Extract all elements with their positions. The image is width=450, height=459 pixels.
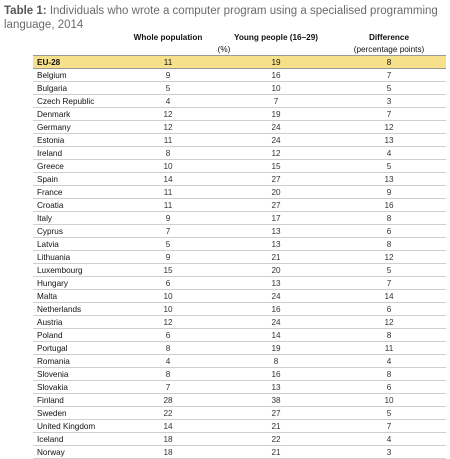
cell-young-people: 17 bbox=[220, 212, 332, 225]
cell-country: Belgium bbox=[33, 69, 116, 82]
cell-country: Latvia bbox=[33, 238, 116, 251]
data-table bbox=[33, 31, 446, 459]
cell-whole-population: 11 bbox=[116, 186, 220, 199]
table-row bbox=[33, 95, 446, 108]
cell-country: Lithuania bbox=[33, 251, 116, 264]
table-body bbox=[33, 56, 446, 459]
header-row bbox=[33, 31, 446, 43]
cell-young-people: 14 bbox=[220, 329, 332, 342]
cell-country: United Kingdom bbox=[33, 420, 116, 433]
table-row bbox=[33, 69, 446, 82]
cell-difference: 3 bbox=[332, 95, 446, 108]
cell-young-people: 16 bbox=[220, 69, 332, 82]
cell-whole-population: 9 bbox=[116, 212, 220, 225]
cell-difference: 6 bbox=[332, 381, 446, 394]
table-row bbox=[33, 420, 446, 433]
table-row bbox=[33, 433, 446, 446]
cell-difference: 11 bbox=[332, 342, 446, 355]
table-row bbox=[33, 381, 446, 394]
table-row bbox=[33, 160, 446, 173]
cell-young-people: 19 bbox=[220, 342, 332, 355]
cell-young-people: 21 bbox=[220, 446, 332, 459]
cell-country: Poland bbox=[33, 329, 116, 342]
cell-difference: 13 bbox=[332, 134, 446, 147]
table-row bbox=[33, 238, 446, 251]
table-title-text: Individuals who wrote a computer program using a specialised programming language, 2014 bbox=[4, 5, 438, 31]
cell-whole-population: 8 bbox=[116, 342, 220, 355]
cell-difference: 13 bbox=[332, 173, 446, 186]
cell-country: Romania bbox=[33, 355, 116, 368]
cell-young-people: 10 bbox=[220, 82, 332, 95]
cell-young-people: 27 bbox=[220, 173, 332, 186]
cell-country: Czech Republic bbox=[33, 95, 116, 108]
header-difference: Difference bbox=[368, 32, 410, 42]
cell-difference: 3 bbox=[332, 446, 446, 459]
table-row bbox=[33, 147, 446, 160]
cell-young-people: 22 bbox=[220, 433, 332, 446]
table-row bbox=[33, 134, 446, 147]
cell-country: Greece bbox=[33, 160, 116, 173]
cell-difference: 4 bbox=[332, 433, 446, 446]
cell-country: Ireland bbox=[33, 147, 116, 160]
cell-young-people: 15 bbox=[220, 160, 332, 173]
cell-difference: 5 bbox=[332, 160, 446, 173]
cell-young-people: 24 bbox=[220, 316, 332, 329]
cell-young-people: 13 bbox=[220, 381, 332, 394]
cell-country: Germany bbox=[33, 121, 116, 134]
cell-whole-population: 4 bbox=[116, 95, 220, 108]
table-row bbox=[33, 407, 446, 420]
cell-difference: 5 bbox=[332, 264, 446, 277]
cell-young-people: 38 bbox=[220, 394, 332, 407]
cell-country: Croatia bbox=[33, 199, 116, 212]
table-row bbox=[33, 368, 446, 381]
table-row bbox=[33, 329, 446, 342]
table-row bbox=[33, 342, 446, 355]
cell-whole-population: 7 bbox=[116, 225, 220, 238]
cell-whole-population: 5 bbox=[116, 238, 220, 251]
subheader-blank bbox=[33, 43, 116, 56]
table-row bbox=[33, 108, 446, 121]
cell-young-people: 8 bbox=[220, 355, 332, 368]
cell-young-people: 13 bbox=[220, 277, 332, 290]
cell-difference: 7 bbox=[332, 277, 446, 290]
table-row bbox=[33, 199, 446, 212]
cell-whole-population: 10 bbox=[116, 160, 220, 173]
table-row bbox=[33, 290, 446, 303]
cell-young-people: 16 bbox=[220, 303, 332, 316]
cell-difference: 7 bbox=[332, 420, 446, 433]
cell-difference: 12 bbox=[332, 121, 446, 134]
cell-whole-population: 14 bbox=[116, 420, 220, 433]
cell-whole-population: 12 bbox=[116, 316, 220, 329]
cell-country: Italy bbox=[33, 212, 116, 225]
table-row bbox=[33, 186, 446, 199]
subheader-percent: (%) bbox=[116, 43, 332, 56]
cell-country: Denmark bbox=[33, 108, 116, 121]
cell-whole-population: 11 bbox=[116, 199, 220, 212]
cell-country: Finland bbox=[33, 394, 116, 407]
cell-young-people: 19 bbox=[220, 108, 332, 121]
cell-whole-population: 8 bbox=[116, 147, 220, 160]
cell-young-people: 16 bbox=[220, 368, 332, 381]
table-row bbox=[33, 173, 446, 186]
subheader-row bbox=[33, 43, 446, 56]
cell-young-people: 7 bbox=[220, 95, 332, 108]
cell-country: EU-28 bbox=[33, 56, 116, 69]
cell-whole-population: 10 bbox=[116, 303, 220, 316]
cell-whole-population: 8 bbox=[116, 368, 220, 381]
cell-difference: 8 bbox=[332, 238, 446, 251]
table-row bbox=[33, 277, 446, 290]
cell-difference: 5 bbox=[332, 82, 446, 95]
cell-difference: 6 bbox=[332, 303, 446, 316]
cell-country: Austria bbox=[33, 316, 116, 329]
header-young-people: Young people (16–29) bbox=[233, 32, 318, 42]
cell-country: Sweden bbox=[33, 407, 116, 420]
table-row bbox=[33, 225, 446, 238]
header-country bbox=[33, 31, 116, 43]
cell-country: Slovakia bbox=[33, 381, 116, 394]
cell-country: Malta bbox=[33, 290, 116, 303]
table-row bbox=[33, 121, 446, 134]
cell-country: Bulgaria bbox=[33, 82, 116, 95]
cell-whole-population: 10 bbox=[116, 290, 220, 303]
cell-young-people: 27 bbox=[220, 407, 332, 420]
cell-whole-population: 22 bbox=[116, 407, 220, 420]
cell-country: Netherlands bbox=[33, 303, 116, 316]
cell-whole-population: 6 bbox=[116, 277, 220, 290]
header-whole-population: Whole population bbox=[133, 32, 203, 42]
cell-young-people: 27 bbox=[220, 199, 332, 212]
cell-country: Iceland bbox=[33, 433, 116, 446]
cell-difference: 9 bbox=[332, 186, 446, 199]
cell-whole-population: 12 bbox=[116, 108, 220, 121]
cell-whole-population: 9 bbox=[116, 69, 220, 82]
cell-whole-population: 15 bbox=[116, 264, 220, 277]
cell-difference: 12 bbox=[332, 251, 446, 264]
table-row bbox=[33, 316, 446, 329]
cell-whole-population: 11 bbox=[116, 56, 220, 69]
table-row bbox=[33, 212, 446, 225]
table-row bbox=[33, 446, 446, 459]
cell-country: Slovenia bbox=[33, 368, 116, 381]
cell-whole-population: 12 bbox=[116, 121, 220, 134]
cell-country: Luxembourg bbox=[33, 264, 116, 277]
cell-difference: 14 bbox=[332, 290, 446, 303]
cell-whole-population: 18 bbox=[116, 433, 220, 446]
cell-young-people: 24 bbox=[220, 121, 332, 134]
cell-young-people: 21 bbox=[220, 420, 332, 433]
cell-whole-population: 14 bbox=[116, 173, 220, 186]
cell-young-people: 12 bbox=[220, 147, 332, 160]
table-row bbox=[33, 303, 446, 316]
table-row-eu28 bbox=[33, 56, 446, 69]
cell-whole-population: 7 bbox=[116, 381, 220, 394]
table-title bbox=[4, 4, 446, 32]
cell-difference: 4 bbox=[332, 355, 446, 368]
table-row bbox=[33, 82, 446, 95]
table-row bbox=[33, 251, 446, 264]
cell-difference: 6 bbox=[332, 225, 446, 238]
cell-whole-population: 28 bbox=[116, 394, 220, 407]
table-row bbox=[33, 355, 446, 368]
cell-whole-population: 6 bbox=[116, 329, 220, 342]
cell-young-people: 24 bbox=[220, 290, 332, 303]
cell-young-people: 20 bbox=[220, 264, 332, 277]
cell-whole-population: 11 bbox=[116, 134, 220, 147]
cell-difference: 7 bbox=[332, 108, 446, 121]
cell-difference: 5 bbox=[332, 407, 446, 420]
cell-whole-population: 18 bbox=[116, 446, 220, 459]
table-row bbox=[33, 264, 446, 277]
cell-young-people: 13 bbox=[220, 238, 332, 251]
cell-country: Hungary bbox=[33, 277, 116, 290]
cell-country: Portugal bbox=[33, 342, 116, 355]
cell-country: Cyprus bbox=[33, 225, 116, 238]
cell-difference: 8 bbox=[332, 212, 446, 225]
table-row bbox=[33, 394, 446, 407]
cell-difference: 4 bbox=[332, 147, 446, 160]
cell-young-people: 19 bbox=[220, 56, 332, 69]
cell-difference: 12 bbox=[332, 316, 446, 329]
cell-whole-population: 5 bbox=[116, 82, 220, 95]
cell-country: Spain bbox=[33, 173, 116, 186]
cell-difference: 8 bbox=[332, 329, 446, 342]
cell-young-people: 21 bbox=[220, 251, 332, 264]
cell-young-people: 24 bbox=[220, 134, 332, 147]
cell-country: Norway bbox=[33, 446, 116, 459]
cell-young-people: 20 bbox=[220, 186, 332, 199]
cell-difference: 10 bbox=[332, 394, 446, 407]
cell-difference: 8 bbox=[332, 368, 446, 381]
subheader-percentage-points: (percentage points) bbox=[332, 43, 446, 56]
cell-country: Estonia bbox=[33, 134, 116, 147]
cell-whole-population: 9 bbox=[116, 251, 220, 264]
cell-difference: 16 bbox=[332, 199, 446, 212]
cell-whole-population: 4 bbox=[116, 355, 220, 368]
cell-young-people: 13 bbox=[220, 225, 332, 238]
cell-difference: 7 bbox=[332, 69, 446, 82]
cell-difference: 8 bbox=[332, 56, 446, 69]
table-title-prefix: Table 1: bbox=[4, 5, 47, 17]
cell-country: France bbox=[33, 186, 116, 199]
